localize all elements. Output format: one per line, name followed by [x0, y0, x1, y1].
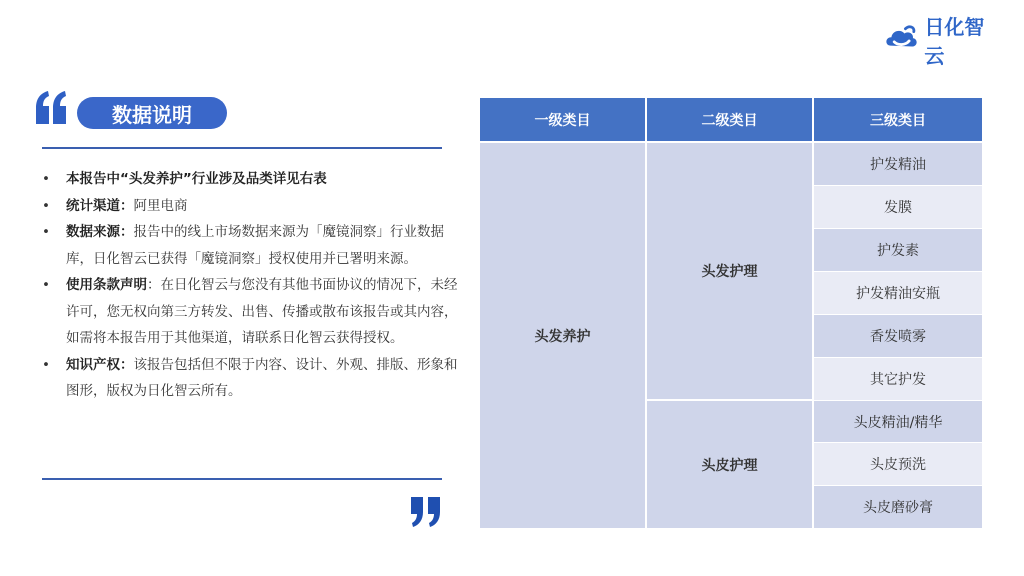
level3-cell: 头皮精油/精华 [814, 401, 982, 443]
bullet-dot: • [42, 171, 50, 187]
bullet-label: 本报告中“头发养护”行业涉及品类详见右表 [66, 171, 327, 187]
level3-cell: 护发素 [814, 229, 982, 272]
close-quote-icon [410, 496, 442, 528]
level2-cell: 头皮护理 [647, 401, 814, 528]
section-title: 数据说明 [77, 97, 227, 129]
brand-logo [883, 15, 1003, 68]
table-header-level1: 一级类目 [480, 98, 647, 141]
list-item [42, 166, 467, 193]
level3-cell: 其它护发 [814, 358, 982, 401]
level2-cell: 头发护理 [647, 143, 814, 401]
bullet-label: 使用条款声明 [66, 277, 147, 293]
bullet-label: 数据来源： [66, 224, 134, 240]
top-divider [42, 147, 442, 149]
level3-cell: 头皮预洗 [814, 443, 982, 486]
bullet-label: 知识产权： [66, 356, 134, 373]
bottom-divider [42, 478, 442, 480]
level3-cell: 护发精油安瓶 [814, 272, 982, 315]
table-header-level3: 三级类目 [814, 98, 982, 141]
category-table [480, 98, 982, 528]
open-quote-icon [34, 90, 68, 126]
level3-cell: 香发喷雾 [814, 315, 982, 358]
notes-list [42, 166, 467, 405]
level1-cell: 头发养护 [480, 143, 647, 528]
bullet-text: 该报告包括但不限于内容、设计、外观、排版、形象和图形，版权为日化智云所有。 [66, 356, 458, 399]
cloud-logo-icon [883, 21, 920, 59]
bullet-dot: • [42, 277, 50, 293]
bullet-label: 统计渠道： [66, 197, 134, 214]
list-item [42, 352, 467, 405]
level3-cell: 发膜 [814, 186, 982, 229]
bullet-text: 阿里电商 [133, 197, 188, 214]
brand-name: 日化智云 [924, 15, 985, 68]
list-item [42, 193, 467, 220]
bullet-dot: • [42, 197, 50, 214]
level3-cell: 护发精油 [814, 143, 982, 186]
bullet-dot: • [42, 356, 50, 373]
list-item [42, 272, 467, 352]
bullet-text: ：在日化智云与您没有其他书面协议的情况下，未经许可，您无权向第三方转发、出售、传播或散布该报告或其内容，如需将本报告用于其他渠道，请联系日化智云获得授权。 [66, 277, 458, 346]
bullet-text: 报告中的线上市场数据来源为「魔镜洞察」行业数据库，日化智云已获得「魔镜洞察」授权使用并已署明来源。 [66, 224, 444, 267]
level3-cell: 头皮磨砂膏 [814, 486, 982, 528]
bullet-dot: • [42, 224, 50, 240]
list-item [42, 219, 467, 272]
table-header-level2: 二级类目 [647, 98, 814, 141]
